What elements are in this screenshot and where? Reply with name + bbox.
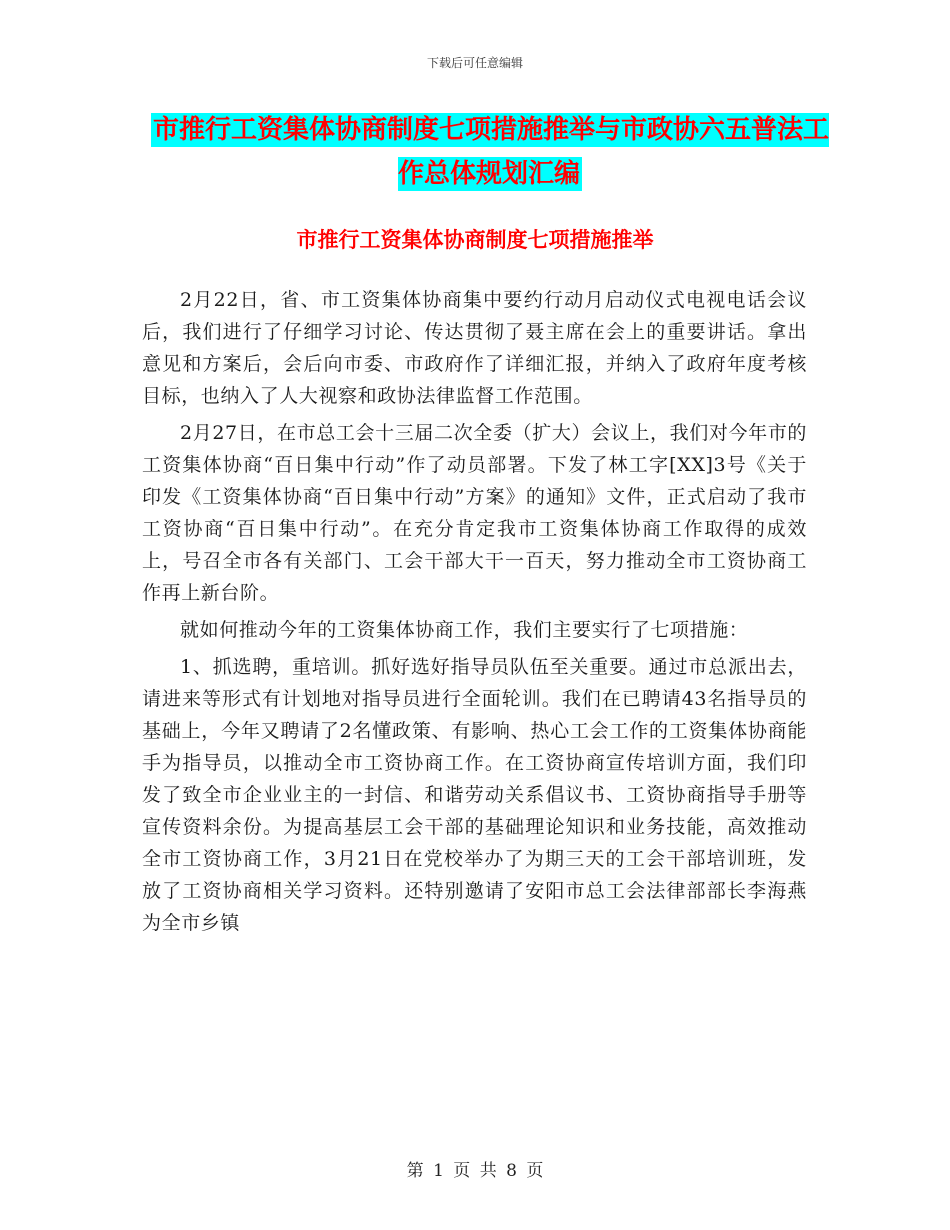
page-header-note: 下载后可任意编辑 (426, 56, 523, 70)
paragraph: 2月27日，在市总工会十三届二次全委（扩大）会议上，我们对今年市的工资集体协商“百日集中行动”作了动员部署。下发了林工字[XX]3号《关于印发《工资集体协商“百日集中行动”方案》的通知》文件，正式启动了我市工资协商“百日集中行动”。在充分肯定我市工资集体协商工作取得的成效上，号召全市各有关部门、工会干部大干一百天，努力推动全市工资协商工作再上新台阶。 (142, 422, 807, 604)
paragraph: 1、抓选聘，重培训。抓好选好指导员队伍至关重要。通过市总派出去，请进来等形式有计划地对指导员进行全面轮训。我们在已聘请43名指导员的基础上，今年又聘请了2名懂政策、有影响、热心工会工作的工资集体协商能手为指导员，以推动全市工资协商工作。在工资协商宣传培训方面，我们印发了致全市企业业主的一封信、和谐劳动关系倡议书、工资协商指导手册等宣传资料余份。为提高基层工会干部的基础理论知识和业务技能，高效推动全市工资协商工作，3月21日在党校举办了为期三天的工会干部培训班，发放了工资协商相关学习资料。还特别邀请了安阳市总工会法律部部长李海燕为全市乡镇 (142, 656, 807, 934)
paragraph: 就如何推动今年的工资集体协商工作，我们主要实行了七项措施： (180, 619, 749, 641)
document-title-text: 市推行工资集体协商制度七项措施推举与市政协六五普法工作总体规划汇编 (152, 115, 829, 189)
section-title: 市推行工资集体协商制度七项措施推举 (296, 228, 654, 252)
document-body (142, 284, 807, 944)
page-number-footer: 第 1 页 共 8 页 (406, 1161, 544, 1181)
document-title (150, 108, 830, 196)
paragraph: 2月22日，省、市工资集体协商集中要约行动月启动仪式电视电话会议后，我们进行了仔细学习讨论、传达贯彻了聂主席在会上的重要讲话。拿出意见和方案后，会后向市委、市政府作了详细汇报，并纳入了政府年度考核目标，也纳入了人大视察和政协法律监督工作范围。 (142, 289, 807, 407)
